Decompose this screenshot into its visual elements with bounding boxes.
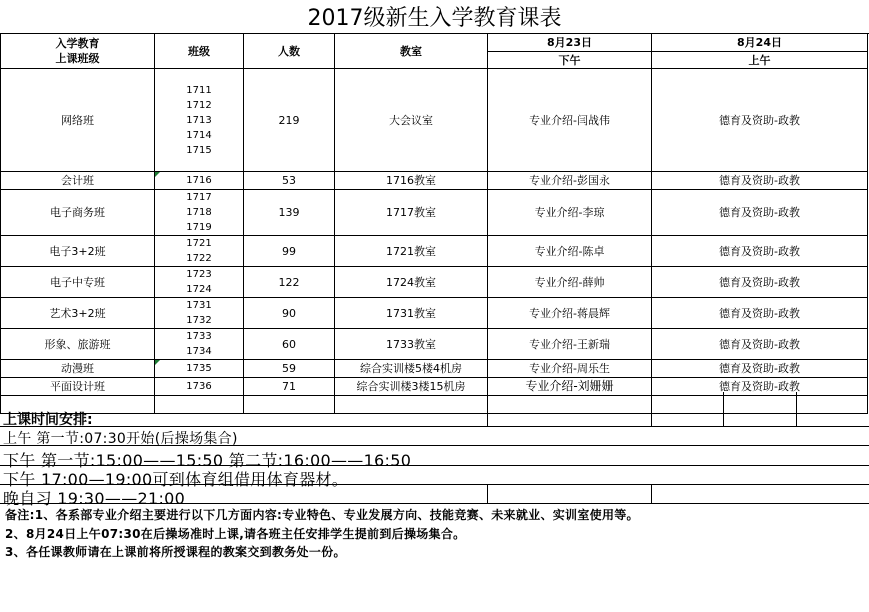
page-title: 2017级新生入学教育课表 — [0, 0, 869, 34]
student-count: 219 — [244, 69, 335, 172]
student-count: 60 — [244, 329, 335, 360]
session-aug23: 专业介绍-闫战伟 — [488, 69, 652, 172]
header-class-group-line2: 上课班级 — [55, 52, 100, 65]
class-number: 1711 — [186, 84, 212, 96]
session-aug23: 专业介绍-薛帅 — [488, 267, 652, 298]
classroom: 1733教室 — [335, 329, 488, 360]
class-numbers — [155, 236, 244, 267]
timetable-table — [0, 33, 868, 414]
table-row — [1, 236, 868, 267]
header-room: 教室 — [335, 34, 488, 69]
session-aug23: 专业介绍-周乐生 — [488, 360, 652, 378]
header-date-2: 8月24日 — [652, 34, 868, 52]
schedule-evening-study: 晚自习 19:30——21:00 — [3, 489, 186, 508]
student-count: 139 — [244, 190, 335, 236]
blank-cell — [652, 396, 868, 414]
header-period-1: 下午 — [488, 52, 652, 69]
class-numbers — [155, 69, 244, 172]
session-aug23: 专业介绍-刘姗姗 — [488, 378, 652, 396]
class-numbers — [155, 360, 244, 378]
schedule-afternoon-sports: 下午 17:00—19:00可到体育组借用体育器材。 — [3, 470, 349, 489]
session-aug23: 专业介绍-陈卓 — [488, 236, 652, 267]
class-group: 动漫班 — [1, 360, 155, 378]
table-row — [1, 378, 868, 396]
student-count: 90 — [244, 298, 335, 329]
divider — [651, 484, 652, 503]
student-count: 99 — [244, 236, 335, 267]
session-aug24: 德育及资助-政教 — [652, 298, 868, 329]
divider — [487, 484, 488, 503]
class-number: 1714 — [186, 129, 212, 141]
header-class-group — [1, 34, 155, 69]
classroom: 1717教室 — [335, 190, 488, 236]
class-number: 1715 — [186, 144, 212, 156]
session-aug24: 德育及资助-政教 — [652, 378, 868, 396]
table-row — [1, 172, 868, 190]
divider — [651, 408, 652, 426]
class-numbers — [155, 298, 244, 329]
table-row — [1, 298, 868, 329]
class-group: 形象、旅游班 — [1, 329, 155, 360]
class-number: 1712 — [186, 99, 212, 111]
header-class-group-line1: 入学教育 — [55, 37, 100, 50]
session-aug24: 德育及资助-政教 — [652, 190, 868, 236]
class-number: 1735 — [186, 363, 212, 374]
note-1: 备注:1、各系部专业介绍主要进行以下几方面内容:专业特色、专业发展方向、技能竞赛、未来就业、实训室使用等。 — [5, 508, 639, 522]
classroom: 综合实训楼3楼15机房 — [335, 378, 488, 396]
class-number: 1733 — [186, 331, 212, 342]
class-number: 1713 — [186, 114, 212, 126]
classroom: 综合实训楼5楼4机房 — [335, 360, 488, 378]
class-number: 1724 — [186, 284, 212, 295]
header-count: 人数 — [244, 34, 335, 69]
blank-row — [1, 396, 868, 414]
schedule-heading: 上课时间安排: — [3, 412, 93, 428]
session-aug24: 德育及资助-政教 — [652, 267, 868, 298]
class-numbers — [155, 190, 244, 236]
classroom: 大会议室 — [335, 69, 488, 172]
header-date-1: 8月23日 — [488, 34, 652, 52]
class-number: 1723 — [186, 269, 212, 280]
class-numbers — [155, 329, 244, 360]
schedule-morning: 上午 第一节:07:30开始(后操场集合) — [3, 431, 238, 447]
divider — [487, 408, 488, 426]
class-group: 艺术3+2班 — [1, 298, 155, 329]
class-number: 1721 — [186, 238, 212, 249]
class-numbers — [155, 172, 244, 190]
class-number: 1718 — [186, 207, 212, 218]
classroom: 1716教室 — [335, 172, 488, 190]
classroom: 1731教室 — [335, 298, 488, 329]
table-row — [1, 360, 868, 378]
session-aug24: 德育及资助-政教 — [652, 329, 868, 360]
class-group: 电子商务班 — [1, 190, 155, 236]
class-number: 1732 — [186, 315, 212, 326]
session-aug24: 德育及资助-政教 — [652, 69, 868, 172]
classroom: 1721教室 — [335, 236, 488, 267]
session-aug24: 德育及资助-政教 — [652, 360, 868, 378]
blank-cell — [244, 396, 335, 414]
class-number: 1736 — [186, 381, 212, 392]
header-class: 班级 — [155, 34, 244, 69]
student-count: 53 — [244, 172, 335, 190]
divider — [723, 392, 724, 426]
class-number: 1734 — [186, 346, 212, 357]
session-aug23: 专业介绍-彭国永 — [488, 172, 652, 190]
note-3: 3、各任课教师请在上课前将所授课程的教案交到教务处一份。 — [5, 545, 346, 559]
divider — [796, 392, 797, 426]
blank-cell — [155, 396, 244, 414]
class-number: 1719 — [186, 222, 212, 233]
session-aug23: 专业介绍-李琼 — [488, 190, 652, 236]
student-count: 71 — [244, 378, 335, 396]
session-aug23: 专业介绍-王新瑞 — [488, 329, 652, 360]
table-row — [1, 329, 868, 360]
class-group: 电子3+2班 — [1, 236, 155, 267]
class-numbers — [155, 267, 244, 298]
table-row — [1, 267, 868, 298]
blank-cell — [488, 396, 652, 414]
class-group: 平面设计班 — [1, 378, 155, 396]
session-aug24: 德育及资助-政教 — [652, 172, 868, 190]
schedule-afternoon-classes: 下午 第一节:15:00——15:50 第二节:16:00——16:50 — [3, 451, 412, 470]
blank-cell — [335, 396, 488, 414]
divider — [0, 426, 869, 427]
session-aug24: 德育及资助-政教 — [652, 236, 868, 267]
classroom: 1724教室 — [335, 267, 488, 298]
session-aug23: 专业介绍-蒋晨辉 — [488, 298, 652, 329]
class-number: 1717 — [186, 192, 212, 203]
table-row — [1, 69, 868, 172]
student-count: 122 — [244, 267, 335, 298]
header-period-2: 上午 — [652, 52, 868, 69]
class-numbers — [155, 378, 244, 396]
class-number: 1716 — [186, 175, 212, 186]
class-number: 1731 — [186, 300, 212, 311]
student-count: 59 — [244, 360, 335, 378]
class-group: 网络班 — [1, 69, 155, 172]
class-number: 1722 — [186, 253, 212, 264]
note-2: 2、8月24日上午07:30在后操场准时上课,请各班主任安排学生提前到后操场集合。 — [5, 527, 466, 541]
class-group: 会计班 — [1, 172, 155, 190]
class-group: 电子中专班 — [1, 267, 155, 298]
table-row — [1, 190, 868, 236]
